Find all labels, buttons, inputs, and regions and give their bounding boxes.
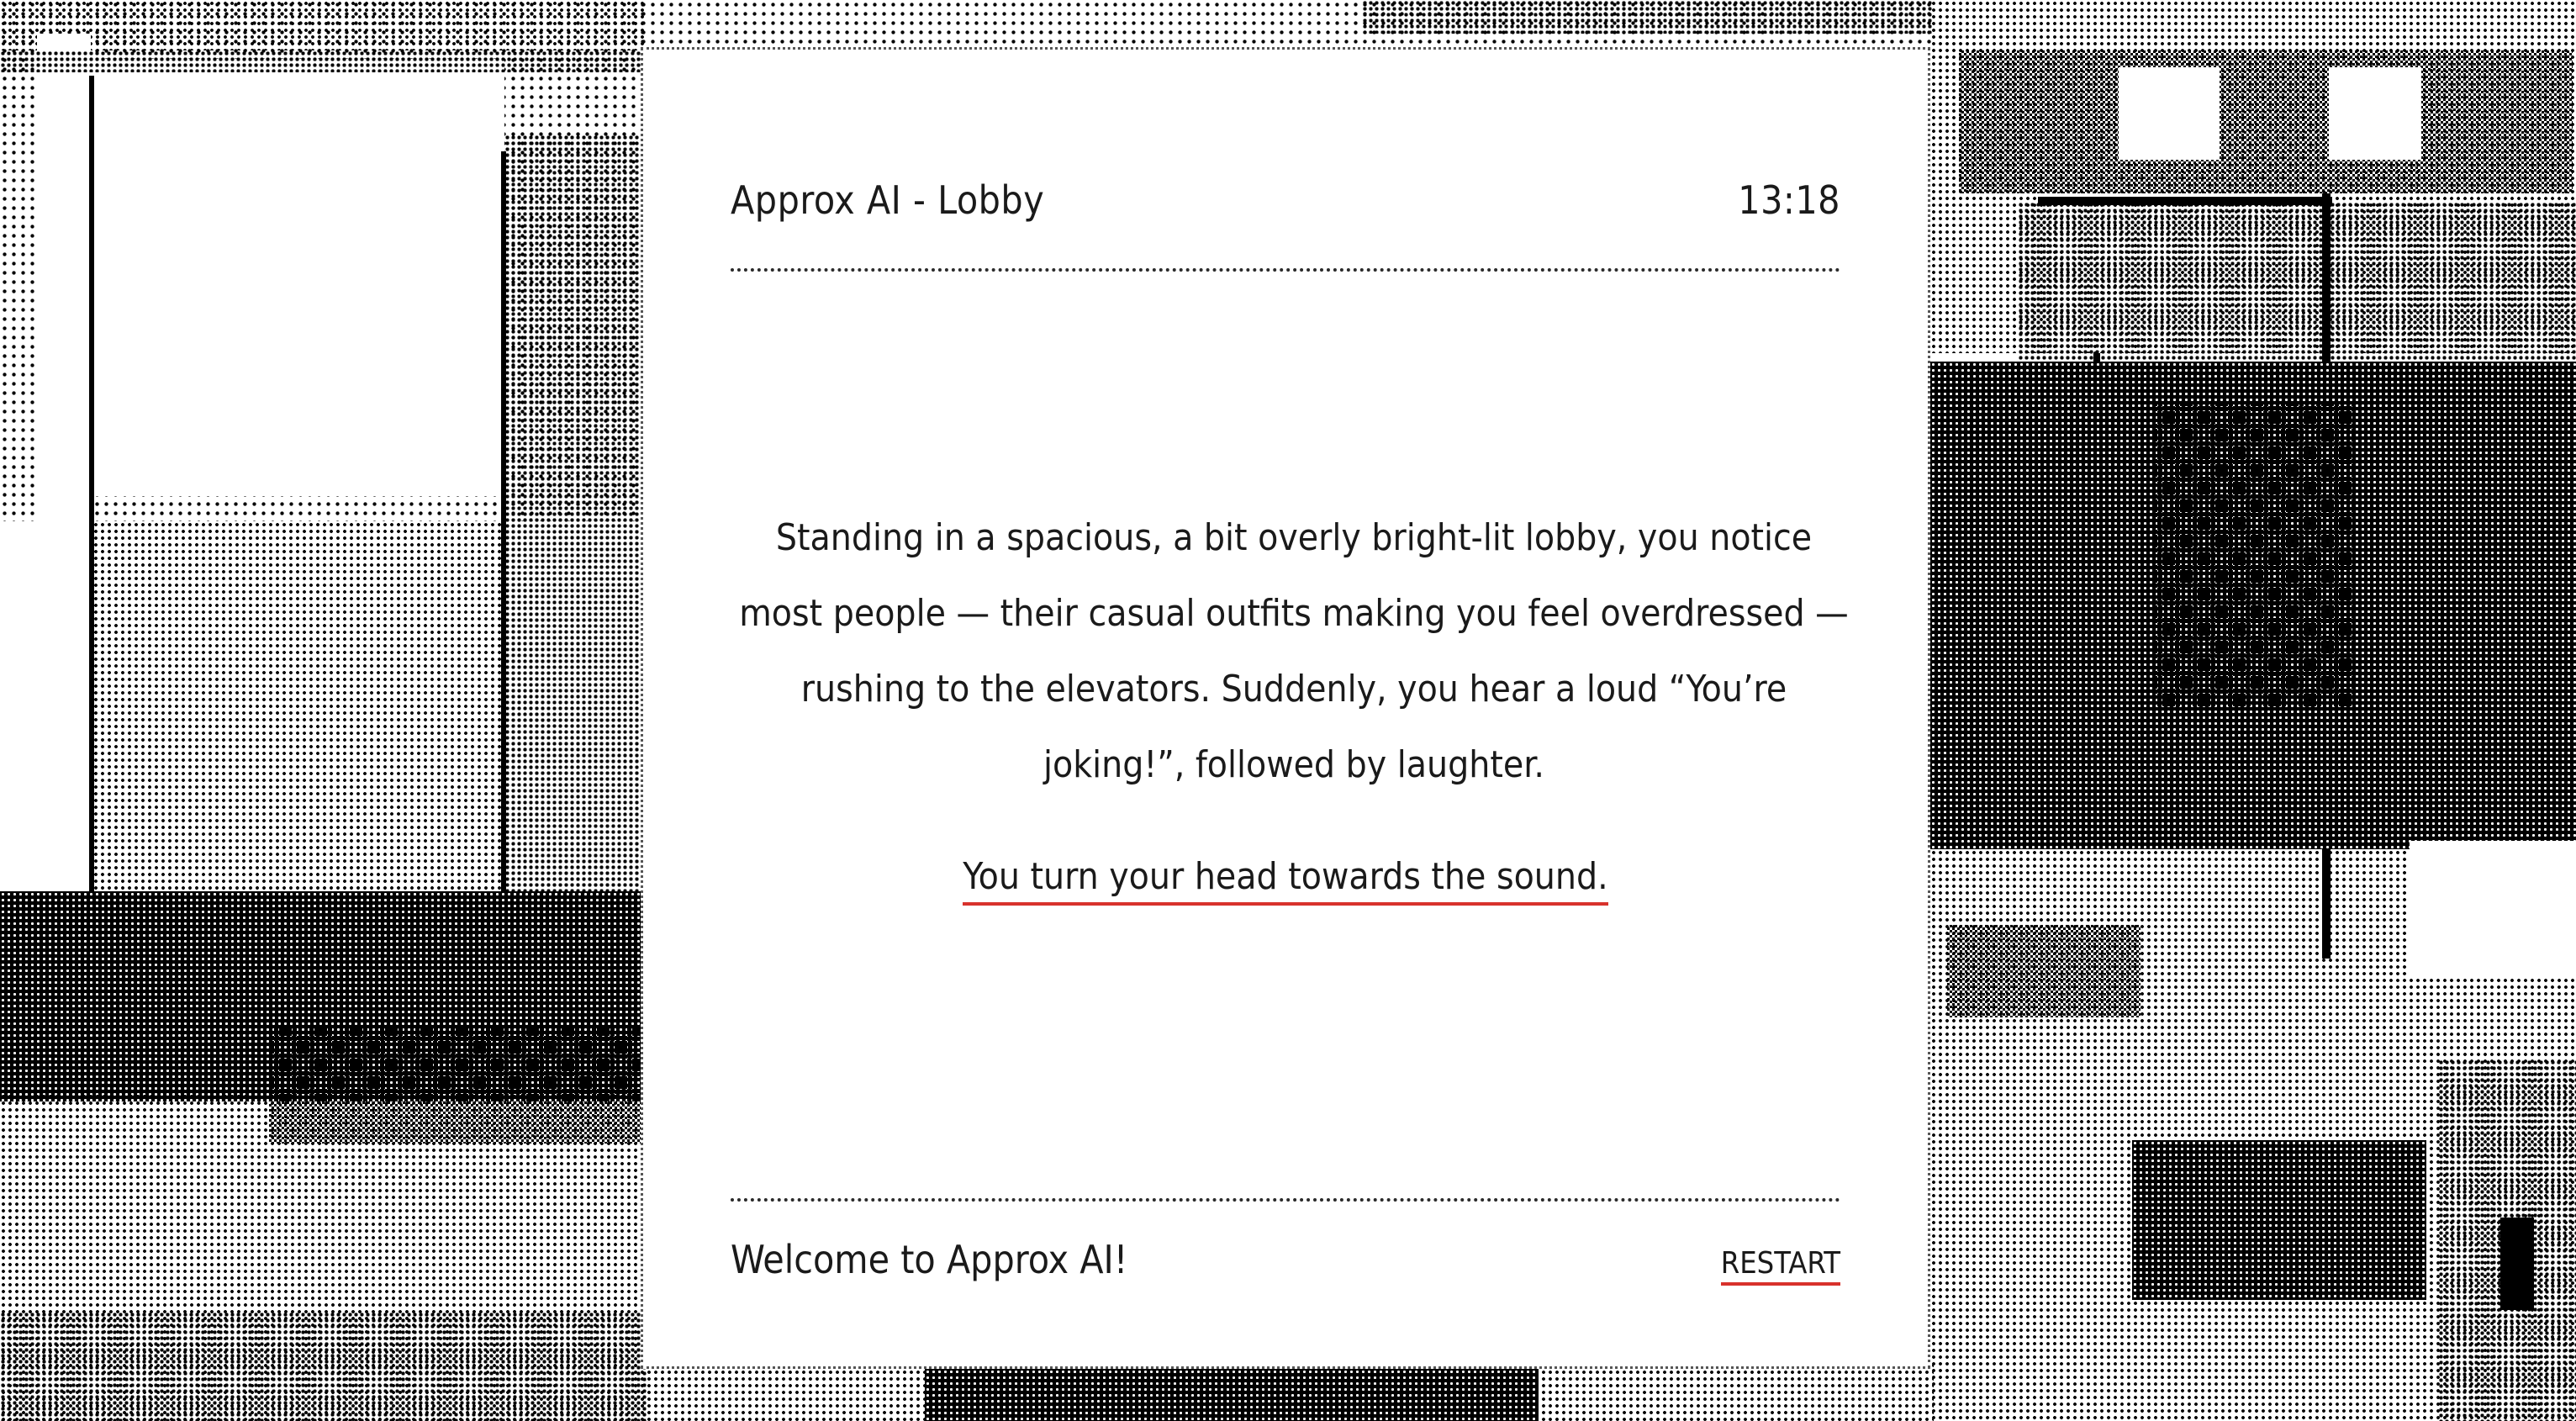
bg-right-planter — [1947, 925, 2141, 1017]
bg-left-floor-shadow — [0, 1312, 647, 1421]
bg-right-post — [2500, 1218, 2534, 1310]
bg-left-wall — [92, 521, 504, 908]
bg-top-right-strip — [1362, 0, 1934, 34]
location-title: Approx AI - Lobby — [731, 177, 1045, 223]
bg-left-frame-edge — [501, 151, 506, 908]
bg-left-right-wall — [504, 135, 647, 891]
bg-right-facade — [2018, 202, 2576, 370]
bg-left-column — [37, 34, 91, 908]
bg-left-beam — [0, 50, 647, 72]
panel-footer — [731, 1198, 1840, 1299]
bg-right-building — [1959, 50, 2573, 193]
bg-left-window-frame — [92, 59, 504, 496]
welcome-message: Welcome to Approx AI! — [731, 1237, 1128, 1282]
bg-bottom-dark-object — [925, 1369, 1539, 1421]
story-choice-link[interactable]: You turn your head towards the sound. — [963, 852, 1607, 906]
panel-header — [731, 130, 1840, 272]
bg-right-bench — [2132, 1140, 2426, 1300]
story-section — [731, 500, 1849, 915]
restart-button[interactable]: RESTART — [1721, 1249, 1840, 1286]
bg-right-window-b — [2329, 67, 2421, 160]
bg-right-sidewalk — [2410, 841, 2576, 975]
bg-right-beam — [2038, 197, 2332, 205]
bg-left-ceiling — [0, 0, 647, 50]
story-text: Standing in a spacious, a bit overly bright-lit lobby, you notice most people — their casual outfits making you feel overdressed — rushing to the elevators. Suddenly, you hear a loud “You’re joking!”, followed by laughter. — [739, 516, 1849, 786]
bg-right-window-a — [2119, 67, 2220, 160]
bg-right-tree-highlight — [2152, 404, 2354, 706]
game-clock: 13:18 — [1738, 177, 1840, 223]
bg-left-column-edge — [89, 76, 94, 908]
game-panel — [641, 47, 1930, 1369]
